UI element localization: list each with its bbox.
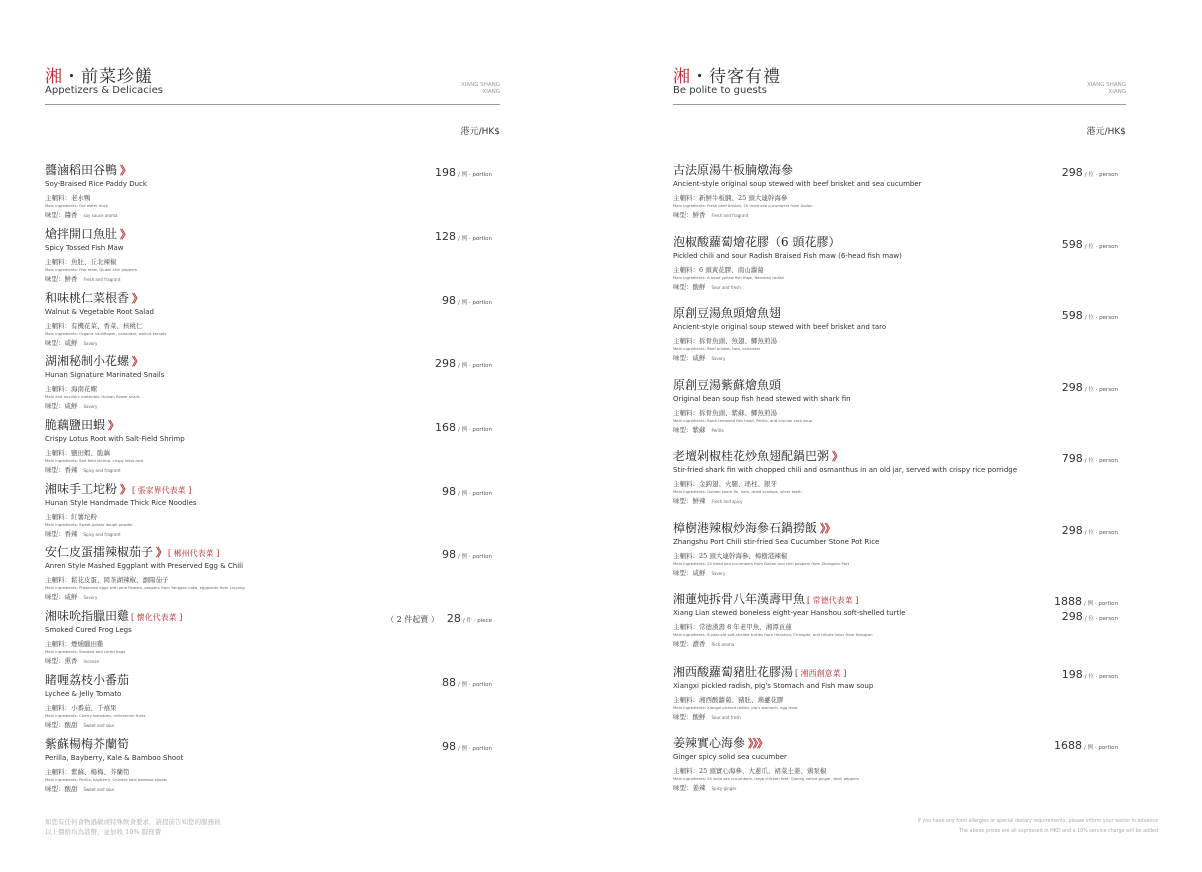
section-subtitle: Be polite to guests <box>673 85 767 96</box>
ingredients-en: Main ingredients: Fresh beef brisket, 25 dried sea cucumbers from Dalian <box>673 203 813 208</box>
flavor-en: Spicy and fragrant <box>83 468 121 473</box>
ingredients-cn: 主輔料：金鈎翅、火腿、瑤柱、銀牙 <box>673 480 777 488</box>
price-unit: / 位 · person <box>1084 244 1118 250</box>
dish-name-en: Stir-fried shark fin with chopped chili and osmanthus in an old jar, served with crispy rice porridge <box>673 466 1018 474</box>
flavor-en: Savory <box>83 341 98 346</box>
flavor-profile <box>45 720 500 729</box>
chili-spicy-icon: 》 <box>832 450 843 463</box>
flavor-en: Sour and fresh <box>711 285 741 290</box>
ingredients-en: Main ingredients: Perilla, bayberry, Chinese kale bamboo shoots <box>45 777 168 782</box>
flavor-cn: 味型：咸鮮 <box>45 339 78 347</box>
dish-name-text: 湘味手工坨粉 <box>45 482 118 496</box>
chili-spicy-icon: 》》 <box>820 522 835 535</box>
dish-name-en: Original bean soup fish head stewed with shark fin <box>673 395 851 403</box>
ingredients-en: Main ingredients: Cherry tomatoes, millennium fruits <box>45 713 146 718</box>
flavor-en: Spicy and fragrant <box>83 532 121 537</box>
menu-item <box>673 304 1126 362</box>
dish-name-en: Walnut & Vegetable Root Salad <box>45 308 154 316</box>
flavor-cn: 味型：鮮香 <box>45 275 78 283</box>
price-line <box>1062 663 1118 682</box>
price-unit: / 例 · portion <box>457 746 492 752</box>
dish-name-text: 脆藕鹽田蝦 <box>45 418 106 432</box>
flavor-cn: 味型：香辣 <box>45 530 78 538</box>
price-unit-cn: / 位 <box>1084 315 1094 321</box>
currency-label: 港元/HK$ <box>1086 127 1126 137</box>
price-line <box>386 607 492 626</box>
ingredients-en: Main ingredients: 6-head yellow fish maw, Nanshan radish <box>673 275 785 280</box>
ingredients-cn: 主輔料：鹽田蝦、脆藕 <box>45 449 110 457</box>
price-unit-cn: / 例 <box>457 746 468 752</box>
price-unit-en: person <box>1099 458 1118 464</box>
ingredients-en: Main ingredients: Salt field shrimp, crispy lotus root <box>45 458 144 463</box>
flavor-profile <box>673 639 1126 648</box>
menu-item <box>673 161 1126 219</box>
price-unit-cn: / 例 <box>1083 745 1094 751</box>
chili-spicy-icon: 》 <box>132 292 143 305</box>
dish-name-cn <box>45 543 500 560</box>
price-unit-cn: / 例 <box>457 554 468 560</box>
flavor-cn: 味型：咸鮮 <box>673 354 706 362</box>
price-unit-cn: / 例 <box>457 491 468 497</box>
flavor-cn: 味型：鮮香 <box>673 211 706 219</box>
price-unit: / 位 · person <box>1084 315 1118 321</box>
menu-item <box>673 663 1126 721</box>
dish-name-en: Ancient-style original soup stewed with beef brisket and taro <box>673 323 887 331</box>
dish-name-text: 古法原湯牛板腩燉海參 <box>673 163 794 177</box>
dish-name-text: 睹喱荔枝小番茄 <box>45 673 130 687</box>
flavor-cn: 味型：酸甜 <box>45 721 78 729</box>
dish-name-en: Perilla, Bayberry, Kale & Bamboo Shoot <box>45 754 184 762</box>
flavor-profile <box>45 656 500 665</box>
ingredients-cn: 主輔料：煙燻臘田雞 <box>45 640 104 648</box>
flavor-cn: 味型：醬香 <box>45 211 78 219</box>
minimum-order-note: （ 2 件起賣 ） <box>386 615 439 624</box>
price-value: 198 <box>434 166 456 179</box>
dish-name-en: Xiangxi pickled radish, pig's Stomach and Fish maw soup <box>673 682 874 690</box>
price-unit: / 位 · person <box>1084 530 1118 536</box>
price-line <box>435 225 492 244</box>
section-header <box>45 60 500 105</box>
flavor-profile <box>45 274 500 283</box>
flavor-cn: 味型：酸鮮 <box>673 713 706 721</box>
price-line <box>435 416 492 435</box>
footer-note-cn: 如您有任何食物過敏或特殊飲食要求，請提前告知您的服務員 以上價格均為港幣，並加收 10% 服務費 <box>45 818 221 836</box>
ingredients-cn: 主輔料：鬆花皮蛋、岡茶湖辣椒、瀏陽茄子 <box>45 576 169 584</box>
price-line <box>442 671 492 690</box>
footer-note-en: If you have any food allergies or special dietary requirements, please inform your waiter in advance The above prices are all expressed in HKD and a 10% service charge will be added <box>917 819 1158 834</box>
ingredients-cn: 主輔料：小番茄、千禧果 <box>45 704 117 712</box>
price-line <box>1062 376 1118 395</box>
menu-item <box>45 671 500 729</box>
ingredients-cn: 主輔料：新鮮牛板腩、25 頭大連幹海參 <box>673 194 788 202</box>
dish-name-en: Spicy Tossed Fish Maw <box>45 244 124 252</box>
dish-name-text: 原創豆湯紫蘇燴魚頭 <box>673 378 782 392</box>
price-unit-en: person <box>1099 315 1118 321</box>
price-unit-cn: / 位 <box>1084 244 1094 250</box>
ingredients-cn: 主輔料：常德漢壽 8 年老甲魚、湘潭貢蓮 <box>673 623 792 631</box>
price-unit-en: portion <box>472 427 492 433</box>
price-unit-cn: / 位 <box>1084 530 1094 536</box>
price-unit-en: piece <box>477 618 492 624</box>
ingredients-en: Main and auxiliary materials: Hainan flower snails <box>45 394 140 399</box>
ingredients-en: Main ingredients: Fish maw, Qiubei chili peppers <box>45 267 137 272</box>
section-subtitle: Appetizers & Delicacies <box>45 85 163 96</box>
price-line <box>442 289 492 308</box>
price-unit-en: portion <box>472 491 492 497</box>
dish-name-en: Hunan Signature Marinated Snails <box>45 371 165 379</box>
menu-item <box>673 376 1126 434</box>
flavor-en: Sour and fresh <box>711 715 741 720</box>
price-unit-cn: / 位 <box>1084 616 1094 622</box>
price-value: 598 <box>1061 238 1083 251</box>
ingredients-en: Main ingredients: Organic cauliflower, coriander, walnut kernels <box>45 331 167 336</box>
price-unit-en: person <box>1099 616 1118 622</box>
price-unit: / 例 · portion <box>1083 745 1118 751</box>
flavor-cn: 味型：香辣 <box>45 466 78 474</box>
menu-item <box>673 519 1126 577</box>
price-unit-en: portion <box>472 746 492 752</box>
flavor-cn: 味型：紫蘇 <box>673 426 706 434</box>
menu-item <box>45 352 500 410</box>
ingredients-cn: 主輔料：紅薯坨粉 <box>45 513 97 521</box>
section-title: 湘・待客有禮 <box>673 67 781 87</box>
price-value: 88 <box>441 676 456 689</box>
dish-name-cn <box>673 304 1126 321</box>
ingredients-en: Main ingredients: Bone-removed fish head, Perilla, and crucian carp soup <box>673 418 813 423</box>
flavor-profile <box>45 465 500 474</box>
price-value: 98 <box>441 485 456 498</box>
price-unit-en: person <box>1099 674 1118 680</box>
flavor-en: Savory <box>711 356 726 361</box>
brand-mark: XIANG SHANG XIANG <box>1086 82 1126 95</box>
price-unit-en: portion <box>472 300 492 306</box>
price-unit-cn: / 件 <box>462 618 472 624</box>
menu-item <box>45 289 500 347</box>
ingredients-cn: 主輔料：紫蘇、楊梅、芥蘭筍 <box>45 768 130 776</box>
flavor-cn: 味型：咸鮮 <box>45 402 78 410</box>
dish-name-text: 湖湘秘制小花螺 <box>45 354 130 368</box>
currency-label: 港元/HK$ <box>460 127 500 137</box>
dish-name-text: 樟樹港辣椒炒海參石鍋撈飯 <box>673 521 818 535</box>
dish-name-text: 湘西酸蘿蔔豬肚花膠湯 <box>673 665 794 679</box>
ingredients-en: Main ingredients: Golden shark fin, ham, dried scallops, silver teeth <box>673 489 802 494</box>
price-unit-cn: / 例 <box>457 427 468 433</box>
dish-name-cn <box>673 376 1126 393</box>
dish-name-en: Soy-Braised Rice Paddy Duck <box>45 180 147 188</box>
dish-name-text: 熗拌開口魚肚 <box>45 227 118 241</box>
regional-tag: [ 湘西創意菜 ] <box>795 669 847 678</box>
right-menu-page <box>673 0 1126 872</box>
flavor-profile <box>673 568 1126 577</box>
ingredients-en: Main ingredients: Preserved eggs with pine flowers, peppers from Yanggan Lake, eggplants from Liuyang <box>45 585 245 590</box>
ingredients-cn: 主輔料：6 頭黃花膠、南山蘿蔔 <box>673 266 764 274</box>
ingredients-cn: 主輔料：有機花菜、香菜、核桃仁 <box>45 322 143 330</box>
price-value: 298 <box>1061 524 1083 537</box>
ingredients-en: Main ingredients: Smoked and cured frogs <box>45 649 126 654</box>
price-unit-en: portion <box>472 363 492 369</box>
price-value: 1888 <box>1053 595 1082 608</box>
dish-name-text: 醬滷稻田谷鴨 <box>45 163 118 177</box>
dish-name-en: Crispy Lotus Root with Salt-Field Shrimp <box>45 435 185 443</box>
price-unit-cn: / 例 <box>457 236 468 242</box>
dish-name-en: Smoked Cured Frog Legs <box>45 626 132 634</box>
flavor-cn: 味型：咸鮮 <box>45 593 78 601</box>
dish-name-cn <box>45 671 500 688</box>
price-unit-cn: / 位 <box>1084 387 1094 393</box>
brand-mark: XIANG SHANG XIANG <box>460 82 500 95</box>
menu-item <box>673 447 1126 505</box>
ingredients-en: Main ingredients: Beef brisket, taro, coriander <box>673 346 761 351</box>
price-line <box>1062 605 1118 624</box>
price-unit: / 例 · portion <box>457 427 492 433</box>
dish-name-text: 湘味吮指臘田雞 <box>45 609 130 623</box>
price-value: 798 <box>1061 452 1083 465</box>
flavor-cn: 味型：濃香 <box>673 640 706 648</box>
chili-spicy-icon: 》 <box>120 164 131 177</box>
dish-name-en: Anren Style Mashed Eggplant with Preserved Egg & Chili <box>45 562 244 570</box>
price-line <box>1062 519 1118 538</box>
dish-name-text: 原創豆湯魚頭燴魚翅 <box>673 306 782 320</box>
ingredients-cn: 主輔料：25 頭大連幹海參、樟樹港辣椒 <box>673 552 788 560</box>
flavor-profile <box>45 401 500 410</box>
price-value: 98 <box>441 740 456 753</box>
dish-name-cn <box>45 735 500 752</box>
price-unit: / 例 · portion <box>457 236 492 242</box>
flavor-profile <box>673 282 1126 291</box>
price-unit: / 位 · person <box>1084 387 1118 393</box>
price-unit: / 例 · portion <box>457 300 492 306</box>
ingredients-en: Main ingredients: 25 solid sea cucumbers, large chicken feet, Qidong native ginger, devil peppers <box>673 776 860 781</box>
flavor-en: Savory <box>83 404 98 409</box>
price-line <box>435 352 492 371</box>
ingredients-en: Main ingredients: Sweet potato dough powder <box>45 522 133 527</box>
price-unit-en: person <box>1099 387 1118 393</box>
dish-name-cn <box>45 352 500 369</box>
price-unit: / 件 · piece <box>462 618 492 624</box>
price-unit: / 位 · person <box>1084 674 1118 680</box>
price-line <box>1062 447 1118 466</box>
price-value: 98 <box>441 294 456 307</box>
menu-item <box>45 416 500 474</box>
price-unit-en: portion <box>472 554 492 560</box>
dish-name-text: 姜辣實心海參 <box>673 736 746 750</box>
price-unit-en: person <box>1099 244 1118 250</box>
chili-spicy-icon: 》 <box>108 419 119 432</box>
regional-tag: [ 懷化代表菜 ] <box>131 613 183 622</box>
dish-name-cn <box>45 161 500 178</box>
dish-name-text: 安仁皮蛋擂辣椒茄子 <box>45 545 154 559</box>
flavor-cn: 味型：鮮辣 <box>673 497 706 505</box>
dish-name-cn <box>673 161 1126 178</box>
ingredients-cn: 主輔料：老水鴨 <box>45 194 91 202</box>
price-unit-en: person <box>1099 172 1118 178</box>
dish-name-text: 泡椒酸蘿蔔燴花膠（6 頭花膠） <box>673 235 841 249</box>
price-unit-en: portion <box>472 236 492 242</box>
menu-item <box>45 543 500 601</box>
price-unit: / 例 · portion <box>457 172 492 178</box>
price-unit-en: portion <box>1098 601 1118 607</box>
price-unit-cn: / 例 <box>457 172 468 178</box>
price-unit: / 位 · person <box>1084 616 1118 622</box>
price-line <box>442 480 492 499</box>
price-unit: / 位 · person <box>1084 458 1118 464</box>
menu-item <box>673 734 1126 792</box>
price-value: 1688 <box>1053 739 1082 752</box>
flavor-en: Rich aroma <box>711 642 735 647</box>
dish-name-en: Lychee & Jelly Tomato <box>45 690 122 698</box>
price-unit: / 例 · portion <box>457 682 492 688</box>
price-line <box>1054 734 1118 753</box>
price-value: 598 <box>1061 309 1083 322</box>
flavor-en: Savory <box>711 571 726 576</box>
price-unit-en: portion <box>1098 745 1118 751</box>
price-value: 298 <box>434 357 456 370</box>
flavor-cn: 味型：酸甜 <box>45 785 78 793</box>
dish-name-text: 湘蓮炖拆骨八年漢壽甲魚 <box>673 592 806 606</box>
regional-tag: [ 張家界代表菜 ] <box>132 486 192 495</box>
price-unit: / 例 · portion <box>457 363 492 369</box>
menu-item <box>45 161 500 219</box>
menu-item <box>45 607 500 665</box>
ingredients-cn: 主輔料：魚肚、丘北辣椒 <box>45 258 117 266</box>
price-line <box>1062 304 1118 323</box>
price-line <box>442 735 492 754</box>
dish-name-text: 和味桃仁菜根香 <box>45 291 130 305</box>
dish-name-cn <box>45 225 500 242</box>
price-unit: / 位 · person <box>1084 172 1118 178</box>
ingredients-cn: 主輔料：拆骨魚頭、紫蘇、鯽魚煎湯 <box>673 409 777 417</box>
price-line <box>435 161 492 180</box>
menu-item <box>45 480 500 538</box>
section-header <box>673 60 1126 105</box>
flavor-en: Fresh and fragrant <box>711 213 749 218</box>
dish-name-cn <box>45 289 500 306</box>
flavor-cn: 味型：熏香 <box>45 657 78 665</box>
price-unit-en: portion <box>472 172 492 178</box>
ingredients-cn: 主輔料：拆骨魚頭、魚翅、鯽魚煎湯 <box>673 337 777 345</box>
regional-tag: [ 郴州代表菜 ] <box>168 549 220 558</box>
flavor-profile <box>673 425 1126 434</box>
ingredients-cn: 主輔料：海南花螺 <box>45 385 97 393</box>
menu-item <box>673 233 1126 291</box>
price-unit-cn: / 例 <box>1083 601 1094 607</box>
dish-name-en: Hunan Style Handmade Thick Rice Noodles <box>45 499 197 507</box>
ingredients-en: Main ingredients: Old water duck <box>45 203 108 208</box>
dish-name-cn <box>673 447 1126 464</box>
menu-item <box>673 590 1126 648</box>
flavor-en: Sweet and sour <box>83 723 115 728</box>
flavor-profile <box>673 712 1126 721</box>
chili-spicy-icon: 》》》 <box>748 737 768 750</box>
price-value: 198 <box>1061 668 1083 681</box>
price-value: 168 <box>434 421 456 434</box>
chili-spicy-icon: 》 <box>120 228 131 241</box>
price-value: 298 <box>1061 381 1083 394</box>
price-line <box>1062 161 1118 180</box>
price-value: 98 <box>441 548 456 561</box>
left-menu-page <box>45 0 500 872</box>
ingredients-cn: 主輔料：25 頭實心海參、大蔥爪、裙菜土姜、鶏泵椒 <box>673 767 827 775</box>
flavor-profile <box>673 496 1126 505</box>
dish-name-cn <box>673 519 1126 536</box>
flavor-en: Incense <box>83 659 99 664</box>
flavor-en: soy sauce aroma <box>83 213 118 218</box>
dish-name-en: Zhangshu Port Chili stir-fried Sea Cucumber Stone Pot Rice <box>673 538 880 546</box>
dish-name-cn <box>673 233 1126 250</box>
chili-spicy-icon: 》 <box>156 546 167 559</box>
price-line <box>1062 233 1118 252</box>
ingredients-en: Main ingredients: 8-year-old soft-shelled turtles from Hanshou, Changde, and tribute lotus from Xiangtan <box>673 632 873 637</box>
flavor-profile <box>673 210 1126 219</box>
section-title: 湘・前菜珍饈 <box>45 67 153 87</box>
flavor-profile <box>45 784 500 793</box>
flavor-en: Fresh and spicy <box>711 499 743 504</box>
ingredients-en: Main ingredients: 25 dried sea cucumbers from Dalian and chili peppers from Zhangshu Port <box>673 561 850 566</box>
flavor-profile <box>45 592 500 601</box>
chili-spicy-icon: 》 <box>120 483 131 496</box>
dish-name-cn <box>673 663 1126 680</box>
dish-name-cn <box>45 480 500 497</box>
price-value: 298 <box>1061 610 1083 623</box>
flavor-en: Savory <box>83 595 98 600</box>
price-unit: / 例 · portion <box>457 554 492 560</box>
ingredients-cn: 主輔料：湘西酸蘿蔔、豬肚、鶏薹花膠 <box>673 696 784 704</box>
price-unit-cn: / 位 <box>1084 674 1094 680</box>
chili-spicy-icon: 》 <box>132 355 143 368</box>
flavor-profile <box>45 210 500 219</box>
dish-name-text: 紫蘇楊梅芥蘭筍 <box>45 737 130 751</box>
flavor-cn: 味型：姜辣 <box>673 784 706 792</box>
dish-name-en: Ginger spicy solid sea cucumber <box>673 753 787 761</box>
menu-item <box>45 225 500 283</box>
price-unit: / 例 · portion <box>457 491 492 497</box>
price-unit-cn: / 例 <box>457 363 468 369</box>
flavor-en: Fresh and fragrant <box>83 277 121 282</box>
price-value: 128 <box>434 230 456 243</box>
dish-name-en: Xiang Lian stewed boneless eight-year Hanshou soft-shelled turtle <box>673 609 906 617</box>
ingredients-en: Main ingredients: Xiangxi pickled radish, pig's stomach, egg maw <box>673 705 798 710</box>
price-value: 28 <box>446 612 461 625</box>
price-unit-cn: / 例 <box>457 682 468 688</box>
flavor-en: Spicy ginger <box>711 786 737 791</box>
menu-item <box>45 735 500 793</box>
flavor-cn: 味型：酸鮮 <box>673 283 706 291</box>
flavor-profile <box>673 783 1126 792</box>
price-unit: / 例 · portion <box>1083 601 1118 607</box>
price-line <box>442 543 492 562</box>
dish-name-en: Ancient-style original soup stewed with beef brisket and sea cucumber <box>673 180 922 188</box>
price-value: 298 <box>1061 166 1083 179</box>
flavor-en: Perilla <box>711 428 724 433</box>
flavor-en: Sweet and sour <box>83 787 115 792</box>
flavor-profile <box>45 529 500 538</box>
price-unit-en: portion <box>472 682 492 688</box>
price-unit-cn: / 例 <box>457 300 468 306</box>
dish-name-text: 老壇剁椒桂花炒魚翅配鍋巴粥 <box>673 449 830 463</box>
flavor-profile <box>673 353 1126 362</box>
flavor-cn: 味型：咸鮮 <box>673 569 706 577</box>
price-unit-cn: / 位 <box>1084 458 1094 464</box>
price-unit-cn: / 位 <box>1084 172 1094 178</box>
dish-name-cn <box>45 416 500 433</box>
dish-name-en: Pickled chili and sour Radish Braised Fish maw (6-head fish maw) <box>673 252 902 260</box>
flavor-profile <box>45 338 500 347</box>
price-unit-en: person <box>1099 530 1118 536</box>
regional-tag: [ 常德代表菜 ] <box>807 596 859 605</box>
